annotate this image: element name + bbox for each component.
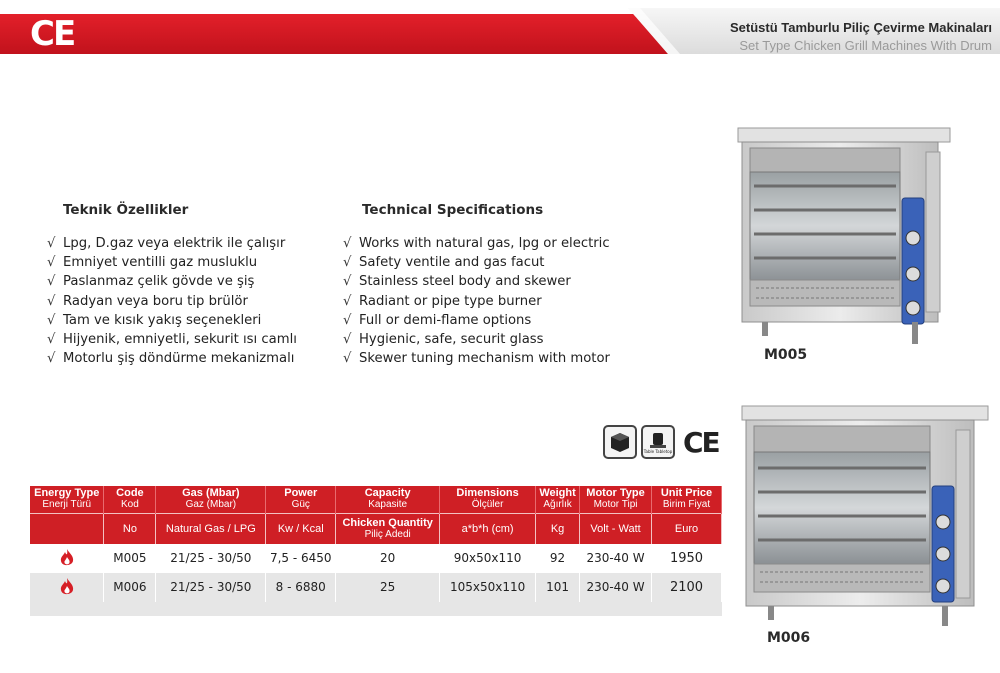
tabletop-icon: Table Tabletop [641, 425, 675, 459]
column-header: Code Kod [104, 486, 156, 514]
check-icon: √ [47, 236, 56, 251]
flame-icon [58, 548, 76, 568]
list-item: √ Motorlu şiş döndürme mekanizmalı [47, 349, 297, 368]
check-icon: √ [343, 312, 352, 328]
column-header: Capacity Kapasite [336, 486, 440, 514]
table-header-row [30, 486, 722, 514]
model-label-m006: M006 [767, 630, 811, 646]
list-item: √ Emniyet ventilli gaz musluklu [47, 253, 297, 272]
check-icon: √ [47, 274, 56, 290]
table-cell: 92 [536, 544, 580, 573]
table-cell: 230-40 W [580, 573, 652, 602]
specs-en-heading: Technical Specifications [362, 202, 544, 218]
check-icon: √ [343, 274, 352, 290]
list-item: √ Lpg, D.gaz veya elektrik ile çalışır [47, 234, 297, 253]
check-icon: √ [47, 332, 56, 348]
column-header: Energy Type Enerji Türü [30, 486, 104, 514]
specs-en-section [343, 202, 610, 368]
unit-cell: No [104, 514, 156, 544]
unit-cell: Kg [536, 514, 580, 544]
ce-mark-logo: CE [30, 14, 75, 54]
page-title-tr: Setüstü Tamburlu Piliç Çevirme Makinaları [729, 20, 992, 35]
energy-cell [30, 544, 104, 573]
list-item: √ Tam ve kısık yakış seçenekleri [47, 311, 297, 330]
check-icon: √ [47, 255, 56, 271]
price-cell: 1950 [652, 544, 722, 573]
table-cell: 21/25 - 30/50 [156, 544, 266, 573]
list-item: √ Hygienic, safe, securit glass [343, 330, 610, 349]
table-cell: 230-40 W [580, 544, 652, 573]
table-row [30, 544, 722, 573]
specs-en-list [343, 234, 610, 368]
specs-tr-list [47, 234, 297, 368]
column-header: Weight Ağırlık [536, 486, 580, 514]
check-icon: √ [343, 332, 352, 348]
table-cell: 90x50x110 [440, 544, 536, 573]
unit-cell: Natural Gas / LPG [156, 514, 266, 544]
list-item: √ Skewer tuning mechanism with motor [343, 349, 610, 368]
product-image-m005 [736, 126, 956, 352]
check-icon: √ [47, 351, 56, 367]
unit-cell: Chicken Quantity Piliç Adedi [336, 514, 440, 544]
energy-cell [30, 573, 104, 602]
list-item: √ Paslanmaz çelik gövde ve şiş [47, 272, 297, 291]
package-icon [603, 425, 637, 459]
header-band [0, 14, 680, 54]
table-cell: 101 [536, 573, 580, 602]
column-header: Motor Type Motor Tipi [580, 486, 652, 514]
table-cell: 25 [336, 573, 440, 602]
column-header: Power Güç [266, 486, 336, 514]
table-cell: 20 [336, 544, 440, 573]
price-cell: 2100 [652, 573, 722, 602]
table-row [30, 573, 722, 602]
column-header: Dimensions Ölçüler [440, 486, 536, 514]
specs-tr-heading: Teknik Özellikler [63, 202, 189, 218]
price-table [30, 486, 722, 616]
check-icon: √ [343, 255, 352, 271]
table-cell: 8 - 6880 [266, 573, 336, 602]
unit-cell: Kw / Kcal [266, 514, 336, 544]
certification-icons [603, 425, 719, 459]
product-image-m006 [740, 404, 992, 628]
model-label-m005: M005 [764, 347, 808, 363]
list-item: √ Hijyenik, emniyetli, sekurit ısı camlı [47, 330, 297, 349]
unit-cell: Volt - Watt [580, 514, 652, 544]
list-item: √ Safety ventile and gas facut [343, 253, 610, 272]
flame-icon [58, 577, 76, 597]
ce-mark: CE [683, 425, 719, 459]
table-cell: 7,5 - 6450 [266, 544, 336, 573]
table-cell: M006 [104, 573, 156, 602]
unit-cell: a*b*h (cm) [440, 514, 536, 544]
list-item: √ Full or demi-flame options [343, 311, 610, 330]
table-units-row [30, 514, 722, 544]
list-item: √ Radiant or pipe type burner [343, 292, 610, 311]
check-icon: √ [343, 236, 352, 251]
check-icon: √ [343, 351, 352, 367]
check-icon: √ [47, 312, 56, 328]
table-cell: M005 [104, 544, 156, 573]
page-title-en: Set Type Chicken Grill Machines With Drum [739, 38, 992, 53]
list-item: √ Stainless steel body and skewer [343, 272, 610, 291]
check-icon: √ [47, 293, 56, 309]
table-cell: 105x50x110 [440, 573, 536, 602]
list-item: √ Works with natural gas, lpg or electric [343, 234, 610, 253]
list-item: √ Radyan veya boru tip brülör [47, 292, 297, 311]
table-footer-row [30, 602, 722, 616]
unit-cell: Euro [652, 514, 722, 544]
column-header: Gas (Mbar) Gaz (Mbar) [156, 486, 266, 514]
specs-tr-section [47, 202, 297, 368]
table-cell: 21/25 - 30/50 [156, 573, 266, 602]
check-icon: √ [343, 293, 352, 309]
column-header: Unit Price Birim Fiyat [652, 486, 722, 514]
